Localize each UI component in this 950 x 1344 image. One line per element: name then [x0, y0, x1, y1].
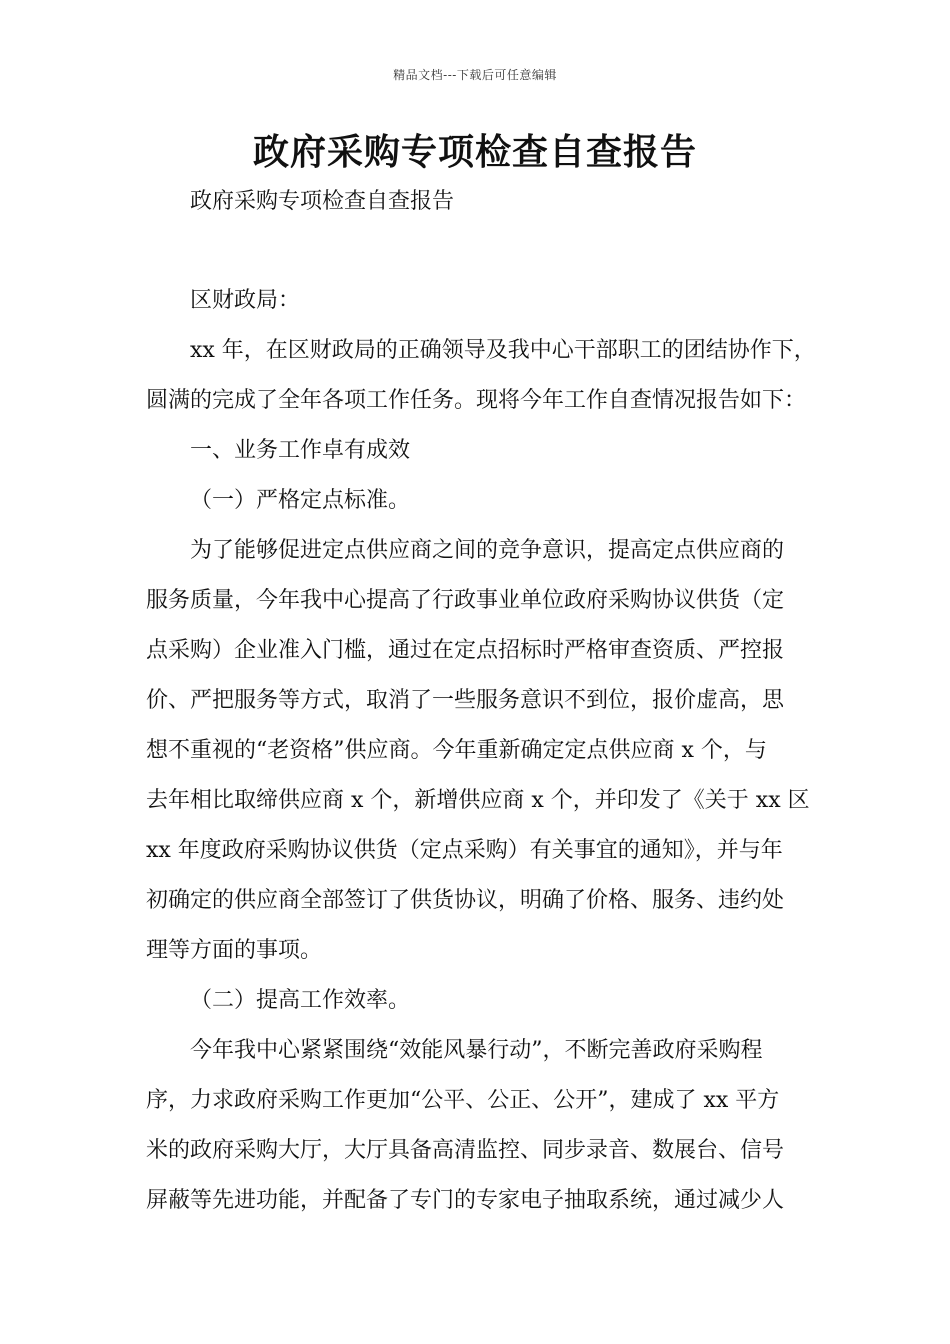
text-line: xx 年，在区财政局的正确领导及我中心干部职工的团结协作下， — [190, 338, 816, 363]
salutation-text: 区财政局： — [190, 288, 301, 313]
document-body — [146, 326, 816, 1226]
document-title: 政府采购专项检查自查报告 — [252, 131, 697, 173]
paragraph-intro — [146, 326, 816, 426]
text-line: 去年相比取缔供应商 x 个，新增供应商 x 个，并印发了《关于 xx 区 — [146, 788, 810, 813]
text-line: （二）提高工作效率。 — [190, 988, 411, 1013]
paragraph-efficiency — [146, 1026, 812, 1226]
text-line: 米的政府采购大厅，大厅具备高清监控、同步录音、数展台、信号 — [146, 1138, 785, 1163]
text-line: 今年我中心紧紧围绕“效能风暴行动”，不断完善政府采购程 — [190, 1038, 763, 1063]
subsection-heading-2 — [146, 976, 812, 1026]
text-line: 圆满的完成了全年各项工作任务。现将今年工作自查情况报告如下： — [146, 388, 807, 413]
document-subtitle — [146, 177, 812, 227]
subtitle-text: 政府采购专项检查自查报告 — [190, 189, 455, 214]
salutation — [146, 276, 812, 326]
subsection-heading-1 — [146, 476, 812, 526]
text-line: 为了能够促进定点供应商之间的竞争意识，提高定点供应商的 — [190, 538, 785, 563]
text-line: 一、业务工作卓有成效 — [190, 438, 411, 463]
text-line: （一）严格定点标准。 — [190, 488, 411, 513]
text-line: 服务质量，今年我中心提高了行政事业单位政府采购协议供货（定 — [146, 588, 785, 613]
text-line: 想不重视的“老资格”供应商。今年重新确定定点供应商 x 个，与 — [146, 738, 767, 763]
paragraph-standards — [146, 526, 812, 976]
section-heading-1 — [146, 426, 812, 476]
text-line: 点采购）企业准入门槛，通过在定点招标时严格审查资质、严控报 — [146, 638, 785, 663]
header-note: 精品文档---下载后可任意编辑 — [393, 68, 557, 82]
text-line: 屏蔽等先进功能，并配备了专门的专家电子抽取系统，通过减少人 — [146, 1188, 785, 1213]
text-line: 序，力求政府采购工作更加“公平、公正、公开”，建成了 xx 平方 — [146, 1088, 780, 1113]
text-line: 初确定的供应商全部签订了供货协议，明确了价格、服务、违约处 — [146, 888, 785, 913]
text-line: xx 年度政府采购协议供货（定点采购）有关事宜的通知》，并与年 — [146, 838, 783, 863]
text-line: 价、严把服务等方式，取消了一些服务意识不到位，报价虚高，思 — [146, 688, 785, 713]
text-line: 理等方面的事项。 — [146, 938, 323, 963]
